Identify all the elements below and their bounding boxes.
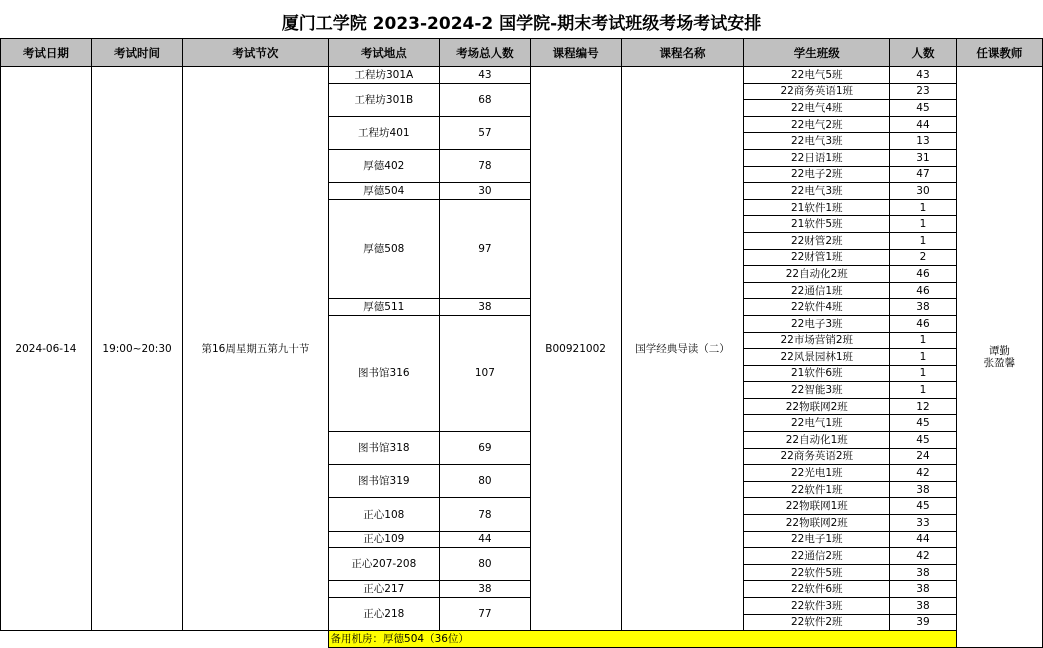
room-total-cell: 38 (440, 581, 531, 598)
room-total-cell: 38 (440, 299, 531, 316)
class-name-cell: 22软件5班 (744, 564, 890, 581)
class-name-cell: 22物联网1班 (744, 498, 890, 515)
room-total-cell: 57 (440, 116, 531, 149)
room-name-cell: 厚德402 (328, 149, 440, 182)
room-total-cell: 69 (440, 432, 531, 465)
class-count-cell: 1 (890, 232, 957, 249)
room-name-cell: 正心217 (328, 581, 440, 598)
room-total-cell: 97 (440, 199, 531, 299)
class-name-cell: 22日语1班 (744, 149, 890, 166)
room-name-cell: 图书馆319 (328, 465, 440, 498)
teacher-name: 谭勤 (988, 344, 1010, 357)
room-total-cell: 78 (440, 498, 531, 531)
class-count-cell: 38 (890, 564, 957, 581)
table-row (1, 67, 1043, 84)
class-name-cell: 22电气3班 (744, 133, 890, 150)
class-count-cell: 43 (890, 67, 957, 84)
class-name-cell: 21软件5班 (744, 216, 890, 233)
col-header-class: 学生班级 (744, 39, 890, 67)
col-header-period: 考试节次 (183, 39, 328, 67)
class-name-cell: 22电子2班 (744, 166, 890, 183)
room-total-cell: 44 (440, 531, 531, 548)
room-total-cell: 107 (440, 315, 531, 431)
class-name-cell: 22财管1班 (744, 249, 890, 266)
class-name-cell: 22通信2班 (744, 548, 890, 565)
room-total-cell: 30 (440, 183, 531, 200)
class-count-cell: 45 (890, 432, 957, 449)
class-count-cell: 45 (890, 415, 957, 432)
blank-cell (1, 631, 329, 648)
class-count-cell: 2 (890, 249, 957, 266)
class-name-cell: 22通信1班 (744, 282, 890, 299)
class-name-cell: 22物联网2班 (744, 398, 890, 415)
class-count-cell: 38 (890, 481, 957, 498)
backup-room-note: 备用机房：厚德504（36位） (328, 631, 956, 648)
class-name-cell: 22商务英语1班 (744, 83, 890, 100)
class-name-cell: 22商务英语2班 (744, 448, 890, 465)
col-header-course-code: 课程编号 (530, 39, 621, 67)
col-header-course-name: 课程名称 (621, 39, 744, 67)
class-name-cell: 22自动化2班 (744, 266, 890, 283)
class-count-cell: 45 (890, 100, 957, 117)
class-name-cell: 22财管2班 (744, 232, 890, 249)
room-total-cell: 78 (440, 149, 531, 182)
class-name-cell: 22电气3班 (744, 183, 890, 200)
room-total-cell: 77 (440, 598, 531, 631)
class-name-cell: 22软件6班 (744, 581, 890, 598)
class-count-cell: 38 (890, 581, 957, 598)
class-count-cell: 38 (890, 598, 957, 615)
room-name-cell: 正心109 (328, 531, 440, 548)
room-total-cell: 68 (440, 83, 531, 116)
teacher-name: 张盈馨 (983, 356, 1016, 369)
page-title: 厦门工学院 2023-2024-2 国学院-期末考试班级考场考试安排 (281, 14, 762, 34)
class-name-cell: 22物联网2班 (744, 515, 890, 532)
class-name-cell: 21软件1班 (744, 199, 890, 216)
exam-date-cell: 2024-06-14 (1, 67, 92, 631)
course-code-cell: B00921002 (530, 67, 621, 631)
room-name-cell: 厚德508 (328, 199, 440, 299)
class-count-cell: 44 (890, 531, 957, 548)
class-count-cell: 46 (890, 266, 957, 283)
room-total-cell: 80 (440, 465, 531, 498)
class-name-cell: 22软件2班 (744, 614, 890, 631)
class-count-cell: 38 (890, 299, 957, 316)
class-name-cell: 22电子1班 (744, 531, 890, 548)
class-count-cell: 1 (890, 365, 957, 382)
col-header-count: 人数 (890, 39, 957, 67)
class-count-cell: 23 (890, 83, 957, 100)
room-name-cell: 正心207-208 (328, 548, 440, 581)
class-count-cell: 46 (890, 282, 957, 299)
room-name-cell: 厚德511 (328, 299, 440, 316)
class-name-cell: 22市场营销2班 (744, 332, 890, 349)
class-name-cell: 22软件1班 (744, 481, 890, 498)
class-count-cell: 45 (890, 498, 957, 515)
exam-time-cell: 19:00~20:30 (91, 67, 182, 631)
class-name-cell: 22风景园林1班 (744, 349, 890, 366)
room-name-cell: 工程坊301A (328, 67, 440, 84)
class-name-cell: 22智能3班 (744, 382, 890, 399)
class-name-cell: 22软件3班 (744, 598, 890, 615)
class-count-cell: 46 (890, 315, 957, 332)
col-header-location: 考试地点 (328, 39, 440, 67)
col-header-teacher: 任课教师 (956, 39, 1042, 67)
room-name-cell: 工程坊301B (328, 83, 440, 116)
room-name-cell: 图书馆318 (328, 432, 440, 465)
class-count-cell: 44 (890, 116, 957, 133)
class-count-cell: 39 (890, 614, 957, 631)
class-count-cell: 1 (890, 382, 957, 399)
class-count-cell: 42 (890, 548, 957, 565)
class-count-cell: 1 (890, 216, 957, 233)
course-name-cell: 国学经典导读（二） (621, 67, 744, 631)
col-header-date: 考试日期 (1, 39, 92, 67)
header-row (1, 39, 1043, 67)
class-count-cell: 42 (890, 465, 957, 482)
class-name-cell: 22电气5班 (744, 67, 890, 84)
col-header-time: 考试时间 (91, 39, 182, 67)
class-name-cell: 22软件4班 (744, 299, 890, 316)
col-header-room-total: 考场总人数 (440, 39, 531, 67)
room-name-cell: 正心218 (328, 598, 440, 631)
room-total-cell: 80 (440, 548, 531, 581)
class-count-cell: 1 (890, 199, 957, 216)
class-name-cell: 22电气2班 (744, 116, 890, 133)
exam-period-cell: 第16周星期五第九十节 (183, 67, 328, 631)
class-count-cell: 31 (890, 149, 957, 166)
class-count-cell: 13 (890, 133, 957, 150)
class-name-cell: 22光电1班 (744, 465, 890, 482)
class-count-cell: 47 (890, 166, 957, 183)
room-total-cell: 43 (440, 67, 531, 84)
note-row (1, 631, 1043, 648)
class-count-cell: 1 (890, 332, 957, 349)
teacher-cell (956, 67, 1042, 648)
room-name-cell: 图书馆316 (328, 315, 440, 431)
class-name-cell: 22电气4班 (744, 100, 890, 117)
class-name-cell: 21软件6班 (744, 365, 890, 382)
room-name-cell: 正心108 (328, 498, 440, 531)
class-name-cell: 22电子3班 (744, 315, 890, 332)
class-count-cell: 1 (890, 349, 957, 366)
class-name-cell: 22电气1班 (744, 415, 890, 432)
exam-schedule-table (0, 38, 1043, 648)
class-count-cell: 24 (890, 448, 957, 465)
class-count-cell: 30 (890, 183, 957, 200)
class-count-cell: 33 (890, 515, 957, 532)
room-name-cell: 工程坊401 (328, 116, 440, 149)
class-name-cell: 22自动化1班 (744, 432, 890, 449)
room-name-cell: 厚德504 (328, 183, 440, 200)
class-count-cell: 12 (890, 398, 957, 415)
